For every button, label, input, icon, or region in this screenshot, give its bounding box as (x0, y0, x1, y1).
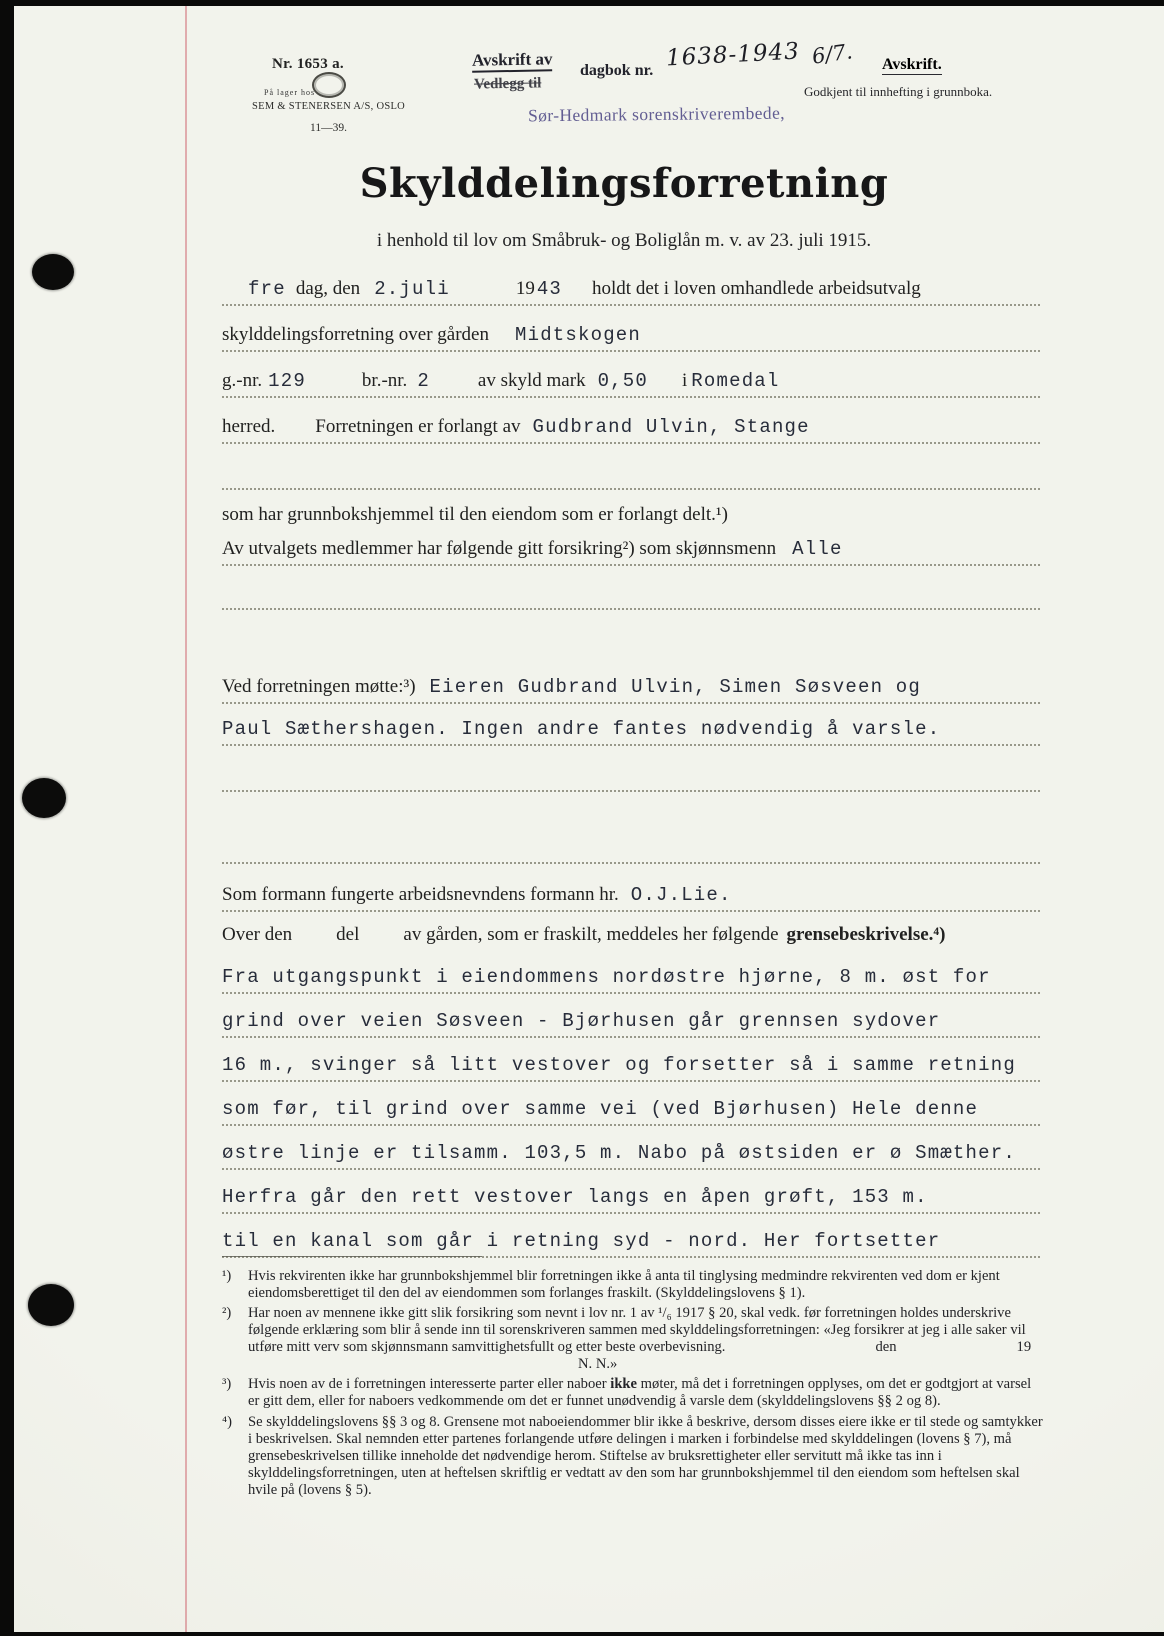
description-line (222, 1038, 1040, 1082)
form-line-farm (222, 306, 1040, 352)
punch-hole-top (32, 254, 74, 290)
stamp-office-name: Sør-Hedmark sorenskriverembede, (527, 102, 786, 126)
avskrift-label: Avskrift. (882, 56, 942, 73)
printed-fraskilt: av gården, som er fraskilt, meddeles her følgende (403, 924, 779, 945)
description-line (222, 1170, 1040, 1214)
printer-emblem-icon (312, 72, 346, 98)
footnote-2-signature: N. N.» (578, 1356, 618, 1373)
footnote-2 (222, 1305, 1044, 1373)
printed-over-den: Over den (222, 924, 293, 945)
form-body (222, 260, 1040, 1258)
punch-hole-middle (22, 778, 66, 818)
footnote-2-marker: ²) (222, 1305, 232, 1322)
printed-year-prefix: 19 (515, 278, 535, 299)
footnote-3 (222, 1376, 1044, 1410)
footnote-2-year: 19 (1016, 1339, 1032, 1356)
typed-gnr: 129 (268, 370, 306, 392)
printed-del: del (336, 924, 360, 945)
printed-i: i (682, 370, 688, 391)
printed-gnr: g.-nr. (222, 370, 263, 391)
typed-weekday: fre (248, 278, 286, 300)
printed-over-garden: skylddelingsforretning over gården (222, 324, 489, 345)
footnote-4-text: Se skylddelingslovens §§ 3 og 8. Grensene mot naboeiendommer blir ikke å beskrive, dersom disses eiere ikke er til stede og samtykker i beskrivelsen. Skal nemnden etter partenes forlangende utføre delingen i marken i forbindelse med skylddelingen (lovens § 7), må grensebeskrivelsen tillike inneholde det nødvendige herom. Stiftelse av bruksrettigheter eller servitutt må ikke tas inn i skylddelingsforretningen, uten at heftelsen skriftlig er vedtatt av den som har grunnbokshjemmel til den eiendom som heftelsen skal hvile på (lovens § 5). (248, 1413, 1043, 1498)
footnote-1 (222, 1268, 1044, 1302)
stamp-dagbok-nr: dagbok nr. (580, 62, 654, 79)
form-line-requester (222, 398, 1040, 444)
printed-motte: Ved forretningen møtte:³) (222, 676, 416, 697)
margin-red-line (185, 6, 187, 1632)
typed-description-6: Herfra går den rett vestover langs en åpen grøft, 153 m. (222, 1186, 928, 1208)
document-subtitle: i henhold til lov om Småbruk- og Boliglån m. v. av 23. juli 1915. (376, 230, 872, 251)
stamp-avskrift-av: Avskrift av (472, 49, 553, 72)
form-line-blank (222, 444, 1040, 490)
handwritten-journal-number: 1638-1943 (665, 38, 801, 72)
form-number: Nr. 1653 a. (272, 56, 344, 72)
form-line-blank (222, 566, 1040, 610)
printed-skyld-mark: av skyld mark (477, 370, 586, 391)
stamp-vedlegg-til: Vedlegg til (473, 75, 542, 93)
footnote-separator (222, 1256, 482, 1257)
typed-date: 2.juli (374, 278, 450, 300)
printed-herred: herred. (222, 416, 276, 437)
footnote-3-text-pre: Hvis noen av de i forretningen interesserte parter eller naboer (248, 1376, 611, 1393)
form-line-motte-2 (222, 704, 1040, 746)
typed-formann-name: O.J.Lie. (630, 884, 732, 906)
typed-description-1: Fra utgangspunkt i eiendommens nordøstre hjørne, 8 m. øst for (222, 966, 991, 988)
printed-forsikring: Av utvalgets medlemmer har følgende gitt forsikring²) som skjønnsmenn (222, 538, 777, 559)
printed-formann: Som formann fungerte arbeidsnevndens formann hr. (222, 884, 619, 905)
footnote-2-text: Har noen av mennene ikke gitt slik forsikring som nevnt i lov nr. 1 av ¹/₆ 1917 § 20, skal vedk. før forretningen holdes underskrive følgende erklæring som blir å sende inn til sorenskriveren sammen med skylddelingsforretningen: «Jeg forsikrer at jeg i alle saker vil utføre mitt verv som skjønnsmann samvittighetsfullt og etter beste overbevisning. (248, 1305, 1026, 1356)
footnote-1-marker: ¹) (222, 1268, 232, 1284)
typed-skyld-mark: 0,50 (597, 370, 648, 392)
document-page (14, 6, 1164, 1632)
printed-dag-den: dag, den (295, 278, 361, 299)
typed-description-3: 16 m., svinger så litt vestover og forsetter så i samme retning (222, 1054, 1016, 1076)
footnotes (222, 1268, 1044, 1502)
description-line (222, 950, 1040, 994)
footnote-2-date-word: den (875, 1339, 897, 1356)
form-line-blank (222, 746, 1040, 792)
typed-description-2: grind over veien Søsveen - Bjørhusen går grennsen sydover (222, 1010, 941, 1032)
document-title: Skylddelingsforretning (359, 160, 889, 207)
typed-brnr: 2 (417, 370, 430, 392)
typed-description-7: til en kanal som går i retning syd - nord. Her fortsetter (222, 1230, 941, 1252)
printer-top-text: På lager hos (264, 88, 316, 97)
footnote-3-text-post: møter, må det i forretningen opplyses, om det er godtgjort at varsel er gitt dem, eller for naboers vedkommende om det er funnet unødvendig å varsle dem (skylddelingslovens §§ 2 og 8). (248, 1376, 1032, 1410)
typed-attendees-2: Paul Sæthershagen. Ingen andre fantes nødvendig å varsle. (222, 718, 941, 740)
description-line (222, 994, 1040, 1038)
form-line-hjemmel (222, 490, 1040, 530)
footnote-1-text: Hvis rekvirenten ikke har grunnbokshjemmel blir forretningen ikke å anta til tinglysing medmindre rekvirenten ved dom er kjent eiendomsberettiget til den del av eiendommen som forlanges fraskilt. (Skylddelingslovens § 1). (248, 1268, 1000, 1302)
printed-arbeidsutvalg: holdt det i loven omhandlede arbeidsutvalg (592, 278, 921, 299)
typed-attendees-1: Eieren Gudbrand Ulvin, Simen Søsveen og (429, 676, 922, 698)
typed-description-4: som før, til grind over samme vei (ved Bjørhusen) Hele denne (222, 1098, 979, 1120)
typed-year: 43 (536, 278, 563, 300)
form-line-date (222, 260, 1040, 306)
title-block (204, 160, 1044, 207)
printer-name: SEM & STENERSEN A/S, OSLO (252, 101, 406, 112)
description-line (222, 1214, 1040, 1258)
description-line (222, 1126, 1040, 1170)
printed-forlangt-av: Forretningen er forlangt av (315, 416, 521, 437)
typed-herred-name: Romedal (691, 370, 780, 392)
printed-grensebeskrivelse: grensebeskrivelse.⁴) (786, 924, 946, 945)
godkjent-label: Godkjent til innhefting i grunnboka. (804, 84, 993, 99)
form-line-blank (222, 792, 1040, 864)
printer-date-code: 11—39. (310, 122, 347, 134)
form-line-gnr (222, 352, 1040, 398)
handwritten-date: 6/7. (810, 39, 854, 69)
typed-alle: Alle (792, 538, 843, 560)
typed-requester: Gudbrand Ulvin, Stange (532, 416, 810, 438)
form-line-grense-intro (222, 912, 1040, 950)
printed-hjemmel: som har grunnbokshjemmel til den eiendom som er forlangt delt.¹) (222, 504, 728, 525)
footnote-4-marker: ⁴) (222, 1413, 232, 1430)
description-line (222, 1082, 1040, 1126)
typed-description-5: østre linje er tilsamm. 103,5 m. Nabo på østsiden er ø Smæther. (222, 1142, 1016, 1164)
typed-farm-name: Midtskogen (514, 324, 642, 346)
footnote-3-marker: ³) (222, 1376, 232, 1393)
form-line-forsikring (222, 530, 1040, 566)
form-line-formann (222, 864, 1040, 912)
printed-brnr: br.-nr. (361, 370, 408, 391)
form-line-motte (222, 610, 1040, 704)
footnote-4 (222, 1414, 1044, 1499)
punch-hole-bottom (28, 1284, 74, 1326)
footnote-3-bold-word: ikke (610, 1376, 638, 1393)
